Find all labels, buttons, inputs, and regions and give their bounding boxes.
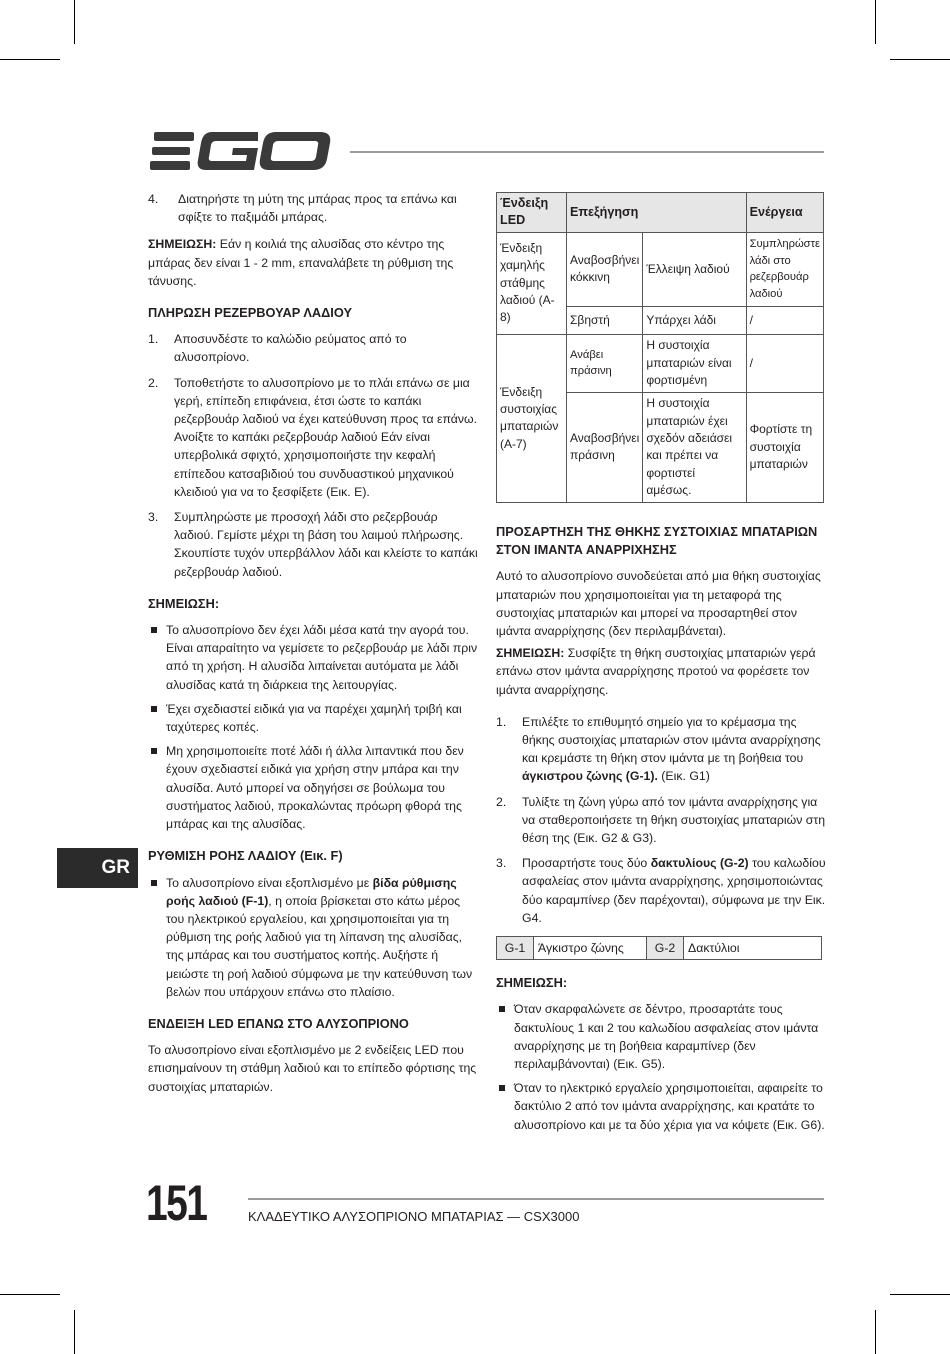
bold-term: άγκιστρου ζώνης (G-1). xyxy=(522,769,658,784)
table-row xyxy=(497,232,824,306)
text: Τυλίξτε τη ζώνη γύρω από τον ιμάντα αναρρίχησης για να σταθεροποιήσετε τη θήκη συστοιχίας μπαταριών στη θέση της (Εικ. G2 & G3). xyxy=(522,794,826,846)
led-label: Ένδειξη συστοιχίας μπαταριών (A-7) xyxy=(497,334,567,502)
led-state: Αναβοσβήνει πράσινη xyxy=(567,392,643,502)
right-column xyxy=(496,523,826,1143)
crop-mark xyxy=(890,59,950,60)
led-action: Φορτίστε τη συστοιχία μπαταριών xyxy=(746,392,823,502)
led-state: Ανάβει πράσινη xyxy=(567,334,643,392)
led-state: Αναβοσβήνει κόκκινη xyxy=(567,232,643,306)
header-rule xyxy=(350,151,824,153)
list-item xyxy=(148,330,478,366)
crop-mark xyxy=(0,59,60,60)
step-number: 2. xyxy=(496,794,507,809)
led-explanation: Η συστοιχία μπαταριών έχει σχεδόν αδειάσει και πρέπει να φορτιστεί αμέσως. xyxy=(643,392,746,502)
column-header: Ενέργεια xyxy=(746,193,823,233)
language-tab: GR xyxy=(57,848,138,888)
list-item: Το αλυσοπρίονο δεν έχει λάδι μέσα κατά την αγορά του. Είναι απαραίτητο να γεμίσετε το ρεζερβουάρ με λάδι πριν από τη χρήση. Η αλυσίδα λιπαίνεται αυτόματα με λάδι αλυσίδας κατά τη διάρκεια της λειτουργίας. xyxy=(148,621,478,694)
crop-mark xyxy=(74,0,75,44)
step-number: 1. xyxy=(148,332,159,347)
step-text: Συμπληρώστε με προσοχή λάδι στο ρεζερβουάρ λαδιού. Γεμίστε μέχρι τη βάση του λαιμού πλήρωσης. Σκουπίστε τυχόν υπερβάλλον λάδι και κλείστε το καπάκι ρεζερβουάρ λαδιού. xyxy=(174,510,478,579)
led-action: Συμπληρώστε λάδι στο ρεζερβουάρ λαδιού xyxy=(746,232,823,306)
step-4 xyxy=(148,190,478,226)
step-number: 2. xyxy=(148,375,159,390)
led-state: Σβηστή xyxy=(567,306,643,334)
note-holster xyxy=(496,644,826,699)
list-item: Όταν σκαρφαλώνετε σε δέντρο, προσαρτάτε τους δακτυλίους 1 και 2 του καλωδίου ασφαλείας στον ιμάντα αναρρίχησης με τη βοήθεια καραμπίνερ (δεν περιλαμβάνονται) (Εικ. G5). xyxy=(496,1000,826,1073)
table-row xyxy=(497,937,822,960)
list-item xyxy=(496,854,826,927)
led-action: / xyxy=(746,306,823,334)
led-indicator-table xyxy=(496,192,824,503)
list-item xyxy=(148,874,478,1001)
crop-mark xyxy=(875,0,876,44)
step-number: 3. xyxy=(148,510,159,525)
step-number: 4. xyxy=(148,192,159,206)
list-item xyxy=(148,508,478,581)
list-item xyxy=(496,793,826,848)
note-label: ΣΗΜΕΙΩΣΗ: xyxy=(148,237,217,252)
led-label: Ένδειξη χαμηλής στάθμης λαδιού (A-8) xyxy=(497,232,567,334)
crop-mark xyxy=(74,1310,75,1354)
part-key: G-2 xyxy=(647,937,684,960)
holster-steps xyxy=(496,713,826,927)
part-key: G-1 xyxy=(497,937,534,960)
led-explanation: Έλλειψη λαδιού xyxy=(643,232,746,306)
led-text: Το αλυσοπρίονο είναι εξοπλισμένο με 2 ενδείξεις LED που επισημαίνουν τη στάθμη λαδιού και το επίπεδο φόρτισης της συστοιχίας μπαταριών. xyxy=(148,1043,477,1094)
column-header: Ένδειξη LED xyxy=(497,193,567,233)
crop-mark xyxy=(875,1310,876,1354)
part-value: Δακτύλιοι xyxy=(684,937,822,960)
crop-mark xyxy=(890,1294,950,1295)
parts-table xyxy=(496,936,822,960)
heading-holster: ΠΡΟΣΑΡΤΗΣΗ ΤΗΣ ΘΗΚΗΣ ΣΥΣΤΟΙΧΙΑΣ ΜΠΑΤΑΡΙΩΝ ΣΤΟΝ ΙΜΑΝΤΑ ΑΝΑΡΡΙΧΗΣΗΣ xyxy=(496,524,818,558)
step-text: Αποσυνδέστε το καλώδιο ρεύματος από το αλυσοπρίονο. xyxy=(174,332,407,365)
list-item: Έχει σχεδιαστεί ειδικά για να παρέχει χαμηλή τριβή και ταχύτερες κοπές. xyxy=(148,700,478,736)
oil-fill-steps xyxy=(148,330,478,581)
note-label: ΣΗΜΕΙΩΣΗ: xyxy=(496,646,565,661)
list-item xyxy=(496,713,826,786)
text: (Εικ. G1) xyxy=(657,769,710,784)
text: του καλωδίου ασφαλείας στον ιμάντα αναρρίχησης, χρησιμοποιώντας δύο καραμπίνερ (δεν παρέχονται), σύμφωνα με την Εικ. G4. xyxy=(522,856,826,925)
text: , η οποία βρίσκεται στο κάτω μέρος του ηλεκτρικού εργαλείου, και χρησιμοποιείται για τη ρύθμιση της ροής λαδιού για τη λίπανση της αλυσίδας, της μπάρας και του συστήματος κοπής. Αυξήστε ή μειώστε τη ροή λαδιού σύμφωνα με την κατεύθυνση των βελών που υπάρχουν επάνω στο πλαίσιο. xyxy=(166,893,473,999)
heading-note: ΣΗΜΕΙΩΣΗ: xyxy=(496,975,568,991)
list-item: Όταν το ηλεκτρικό εργαλείο χρησιμοποιείται, αφαιρείτε το δακτύλιο 2 από τον ιμάντα αναρρίχησης, και κρατάτε το αλυσοπρίονο και με τα δύο χέρια για να κόψετε (Εικ. G6). xyxy=(496,1079,826,1134)
bold-term: βίδα ρύθμισης ροής λαδιού (F-1) xyxy=(166,875,457,908)
part-value: Άγκιστρο ζώνης xyxy=(534,937,647,960)
table-header-row xyxy=(497,193,824,233)
step-number: 3. xyxy=(496,856,507,871)
crop-mark xyxy=(0,1294,60,1295)
left-column xyxy=(148,190,478,1105)
led-explanation: Η συστοιχία μπαταριών είναι φορτισμένη xyxy=(643,334,746,392)
led-action: / xyxy=(746,334,823,392)
note-tension xyxy=(148,235,478,290)
holster-text: Αυτό το αλυσοπρίονο συνοδεύεται από μια θήκη συστοιχίας μπαταριών που χρησιμοποιείται για τη μεταφορά της συστοιχίας μπαταριών και μπορεί να προσαρτηθεί στον ιμάντα αναρρίχησης (δεν περιλαμβάνεται). xyxy=(496,569,821,639)
step-number: 1. xyxy=(496,714,507,729)
step-text: Διατηρήστε τη μύτη της μπάρας προς τα επάνω και σφίξτε το παξιμάδι μπάρας. xyxy=(178,192,457,225)
heading-led: ΕΝΔΕΙΞΗ LED ΕΠΑΝΩ ΣΤΟ ΑΛΥΣΟΠΡΙΟΝΟ xyxy=(148,1015,409,1031)
heading-oil-fill: ΠΛΗΡΩΣΗ ΡΕΖΕΡΒΟΥΑΡ ΛΑΔΙΟΥ xyxy=(148,305,352,321)
heading-note: ΣΗΜΕΙΩΣΗ: xyxy=(148,595,220,611)
note-bullets xyxy=(148,621,478,833)
text: Προσαρτήστε τους δύο xyxy=(522,856,651,871)
note-bullets xyxy=(496,1000,826,1133)
ego-logo xyxy=(150,130,332,172)
column-header: Επεξήγηση xyxy=(567,193,747,233)
footer-rule xyxy=(248,1198,824,1200)
led-explanation: Υπάρχει λάδι xyxy=(643,306,746,334)
flow-bullets xyxy=(148,874,478,1001)
heading-oil-flow: ΡΥΘΜΙΣΗ ΡΟΗΣ ΛΑΔΙΟΥ (Εικ. F) xyxy=(148,848,343,864)
list-item: Μη χρησιμοποιείτε ποτέ λάδι ή άλλα λιπαντικά που δεν έχουν σχεδιαστεί ειδικά για χρήση στην μπάρα και την αλυσίδα. Αυτό μπορεί να οδηγήσει σε βούλωμα του συστήματος λαδιού, προκαλώντας πρόωρη φθορά της μπάρας και της αλυσίδας. xyxy=(148,742,478,833)
footer-title: ΚΛΑΔΕΥΤΙΚΟ ΑΛΥΣΟΠΡΙΟΝΟ ΜΠΑΤΑΡΙΑΣ — CSX3000 xyxy=(248,1209,580,1224)
bold-term: δακτυλίους (G-2) xyxy=(650,856,749,871)
table-row xyxy=(497,334,824,392)
step-text: Τοποθετήστε το αλυσοπρίονο με το πλάι επάνω σε μια γερή, επίπεδη επιφάνεια, έτσι ώστε το καπάκι ρεζερβουάρ λαδιού να έχει κατεύθυνση προς τα επάνω. Ανοίξτε το καπάκι ρεζερβουάρ λαδιού Εάν είναι υπερβολικά σφιχτό, χρησιμοποιήστε την κεφαλή επίπεδου κατσαβιδιού του συνδυαστικού μηχανικού κλειδιού για να το ξεσφίξετε (Εικ. E). xyxy=(174,375,478,499)
page-number: 151 xyxy=(146,1175,207,1231)
text: Επιλέξτε το επιθυμητό σημείο για το κρέμασμα της θήκης συστοιχίας μπαταριών στον ιμάντα αναρρίχησης και κρεμάστε τη θήκη στον ιμάντα με τη βοήθεια του xyxy=(522,714,821,766)
text: Το αλυσοπρίονο είναι εξοπλισμένο με xyxy=(166,875,373,890)
list-item xyxy=(148,374,478,501)
note-text: Συσφίξτε τη θήκη συστοιχίας μπαταριών γερά επάνω στον ιμάντα αναρρίχησης προτού να φορέσετε τον ιμάντα αναρρίχησης. xyxy=(496,646,816,697)
note-text: Εάν η κοιλιά της αλυσίδας στο κέντρο της μπάρας δεν είναι 1 - 2 mm, επαναλάβετε τη ρύθμιση της τάνυσης. xyxy=(148,237,454,288)
